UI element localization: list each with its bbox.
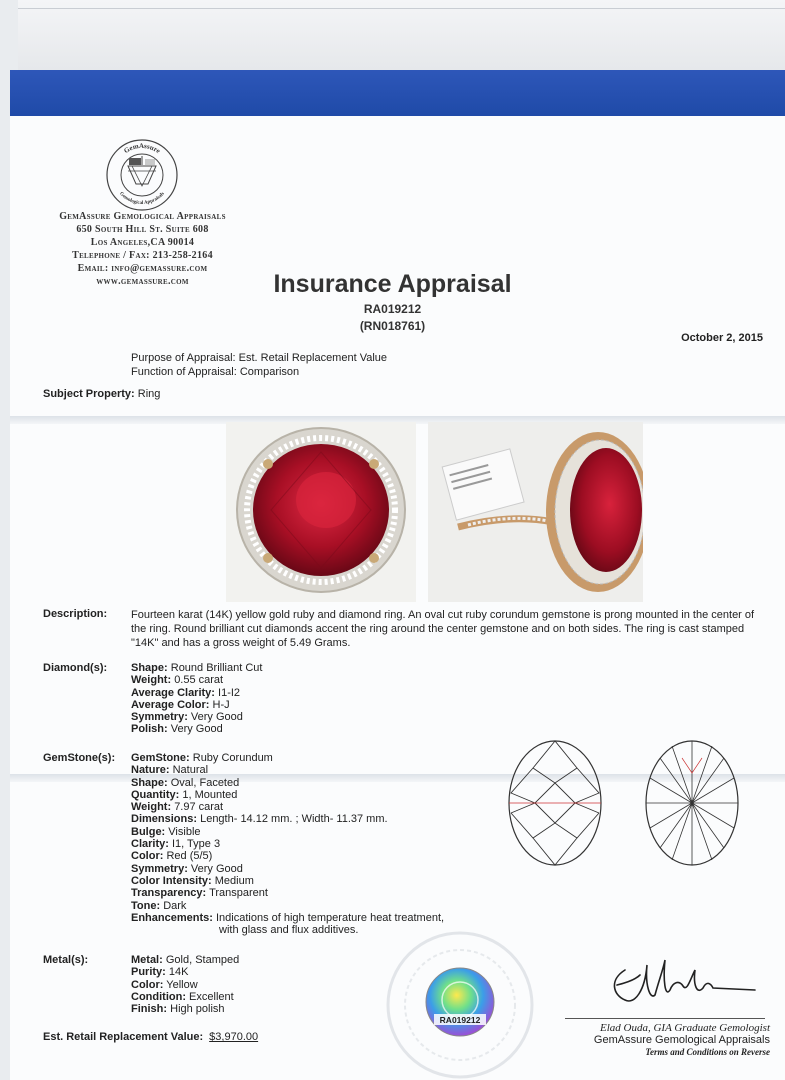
svg-text:Gemological Appraisals [118, 192, 166, 207]
subject-label: Subject Property: [43, 388, 135, 400]
scanned-page-edge [18, 0, 785, 71]
spec-value: I1, Type 3 [171, 838, 221, 851]
purpose-section [131, 351, 387, 379]
spec-value: Dark [163, 899, 187, 912]
terms-note: Terms and Conditions on Reverse [645, 1047, 770, 1057]
pavilion-facet-diagram [642, 738, 742, 868]
svg-text:GemAssure [122, 142, 161, 155]
company-phone: Telephone / Fax: 213-258-2164 [72, 250, 213, 261]
spec-value: Medium [214, 874, 254, 887]
spec-key: Purity: [131, 966, 166, 979]
estimated-value [43, 1031, 258, 1043]
company-address: 650 South Hill St. Suite 608 [76, 224, 209, 235]
estimate-value: $3,970.00 [209, 1031, 259, 1043]
spec-key: Average Color: [131, 698, 210, 711]
spec-key: Weight: [131, 674, 172, 687]
spec-value: Yellow [166, 978, 198, 991]
spec-key: Average Clarity: [131, 686, 215, 699]
spec-key: GemStone: [131, 752, 190, 764]
subject-property [43, 388, 160, 400]
spec-key: Transparency: [131, 887, 207, 900]
spec-value: Visible [168, 825, 201, 838]
spec-value: I1-I2 [218, 686, 241, 699]
spec-value: 0.55 carat [174, 674, 224, 687]
signer-name: Elad Ouda, GIA Graduate Gemologist [600, 1022, 770, 1034]
crown-facet-diagram [505, 738, 605, 868]
spec-value: H-J [212, 698, 230, 711]
spec-key: Nature: [131, 764, 170, 777]
spec-value: Very Good [190, 711, 243, 724]
hologram-sticker [424, 966, 496, 1038]
spec-key: Bulge: [131, 825, 166, 838]
description-text: Fourteen karat (14K) yellow gold ruby and diamond ring. An oval cut ruby corundum gemstone is prong mounted in the center of the ring. Round brilliant cut diamonds accent the ring around the center gemstone and on both sides. The ring is cast stamped "14K" and has a gross weight of 5.49 Grams. [131, 609, 755, 649]
appraisal-number: RA019212 [363, 302, 422, 316]
diamonds-spec [131, 662, 262, 736]
company-email: Email: info@gemassure.com [77, 263, 208, 274]
spec-value: Excellent [189, 990, 234, 1003]
description-label: Description: [43, 608, 108, 620]
company-city: Los Angeles,CA 90014 [90, 237, 195, 248]
logo-text-top: GemAssure [122, 141, 162, 156]
reference-number: (RN018761) [359, 319, 426, 333]
signer-company: GemAssure Gemological Appraisals [593, 1034, 770, 1046]
purpose-value: Est. Retail Replacement Value [238, 352, 388, 364]
spec-key: Clarity: [131, 838, 169, 851]
spec-value: Gold, Stamped [165, 954, 240, 966]
spec-key: Symmetry: [131, 862, 188, 875]
spec-value: Length- 14.12 mm. ; Width- 11.37 mm. [200, 813, 388, 826]
spec-value: Transparent [209, 887, 268, 900]
spec-key: Condition: [131, 990, 186, 1003]
company-name: GemAssure Gemological Appraisals [59, 211, 226, 222]
spec-value: Oval, Faceted [170, 776, 240, 789]
spec-value: Very Good [170, 723, 223, 736]
ring-photo-top [226, 422, 416, 602]
ring-photo-side [428, 422, 643, 602]
spec-key: Finish: [131, 1003, 168, 1016]
spec-key: Tone: [131, 899, 161, 912]
spec-value: 1, Mounted [182, 788, 238, 801]
diamonds-label: Diamond(s): [43, 662, 108, 674]
metal-spec [131, 954, 239, 1015]
spec-key: Shape: [131, 662, 168, 674]
estimate-label: Est. Retail Replacement Value: [43, 1031, 204, 1043]
spec-key: Quantity: [131, 788, 180, 801]
spec-value: High polish [170, 1003, 225, 1016]
gemstone-label: GemStone(s): [43, 752, 116, 764]
logo-text-bottom: Gemological Appraisals [118, 191, 166, 207]
spec-key: Weight: [131, 801, 172, 814]
enhancements-continued: with glass and flux additives. [219, 924, 359, 937]
spec-key: Color: [131, 978, 164, 991]
document-title: Insurance Appraisal [273, 270, 512, 298]
spec-value: Natural [172, 764, 209, 777]
subject-value: Ring [137, 388, 161, 400]
appraisal-document [10, 70, 785, 1080]
metal-label: Metal(s): [43, 954, 89, 966]
spec-key: Color Intensity: [131, 874, 212, 887]
hologram-number: RA019212 [439, 1015, 481, 1025]
spec-value: Round Brilliant Cut [170, 662, 263, 674]
spec-key: Color: [131, 850, 164, 863]
function-label: Function of Appraisal: [131, 366, 237, 378]
spec-key: Shape: [131, 776, 168, 789]
signer-block [565, 1022, 770, 1058]
spec-key: Polish: [131, 723, 168, 736]
spec-value: 7.97 carat [174, 801, 224, 814]
spec-key: Symmetry: [131, 711, 188, 724]
gemassure-logo [105, 138, 179, 212]
purpose-label: Purpose of Appraisal: [131, 352, 236, 364]
appraisal-date: October 2, 2015 [681, 332, 763, 344]
appraiser-signature [595, 950, 765, 1022]
signature-line [565, 1018, 765, 1019]
spec-value: Very Good [190, 862, 243, 875]
spec-value: Indications of high temperature heat treatment, [215, 911, 445, 924]
spec-key: Dimensions: [131, 813, 198, 826]
spec-value: Ruby Corundum [192, 752, 273, 764]
function-value: Comparison [239, 366, 300, 378]
spec-key: Enhancements: [131, 911, 213, 924]
header-band [10, 70, 785, 116]
spec-value: 14K [168, 966, 189, 979]
gemstone-spec [131, 752, 444, 936]
company-website: www.gemassure.com [96, 276, 189, 287]
spec-key: Metal: [131, 954, 163, 966]
spec-value: Red (5/5) [166, 850, 213, 863]
